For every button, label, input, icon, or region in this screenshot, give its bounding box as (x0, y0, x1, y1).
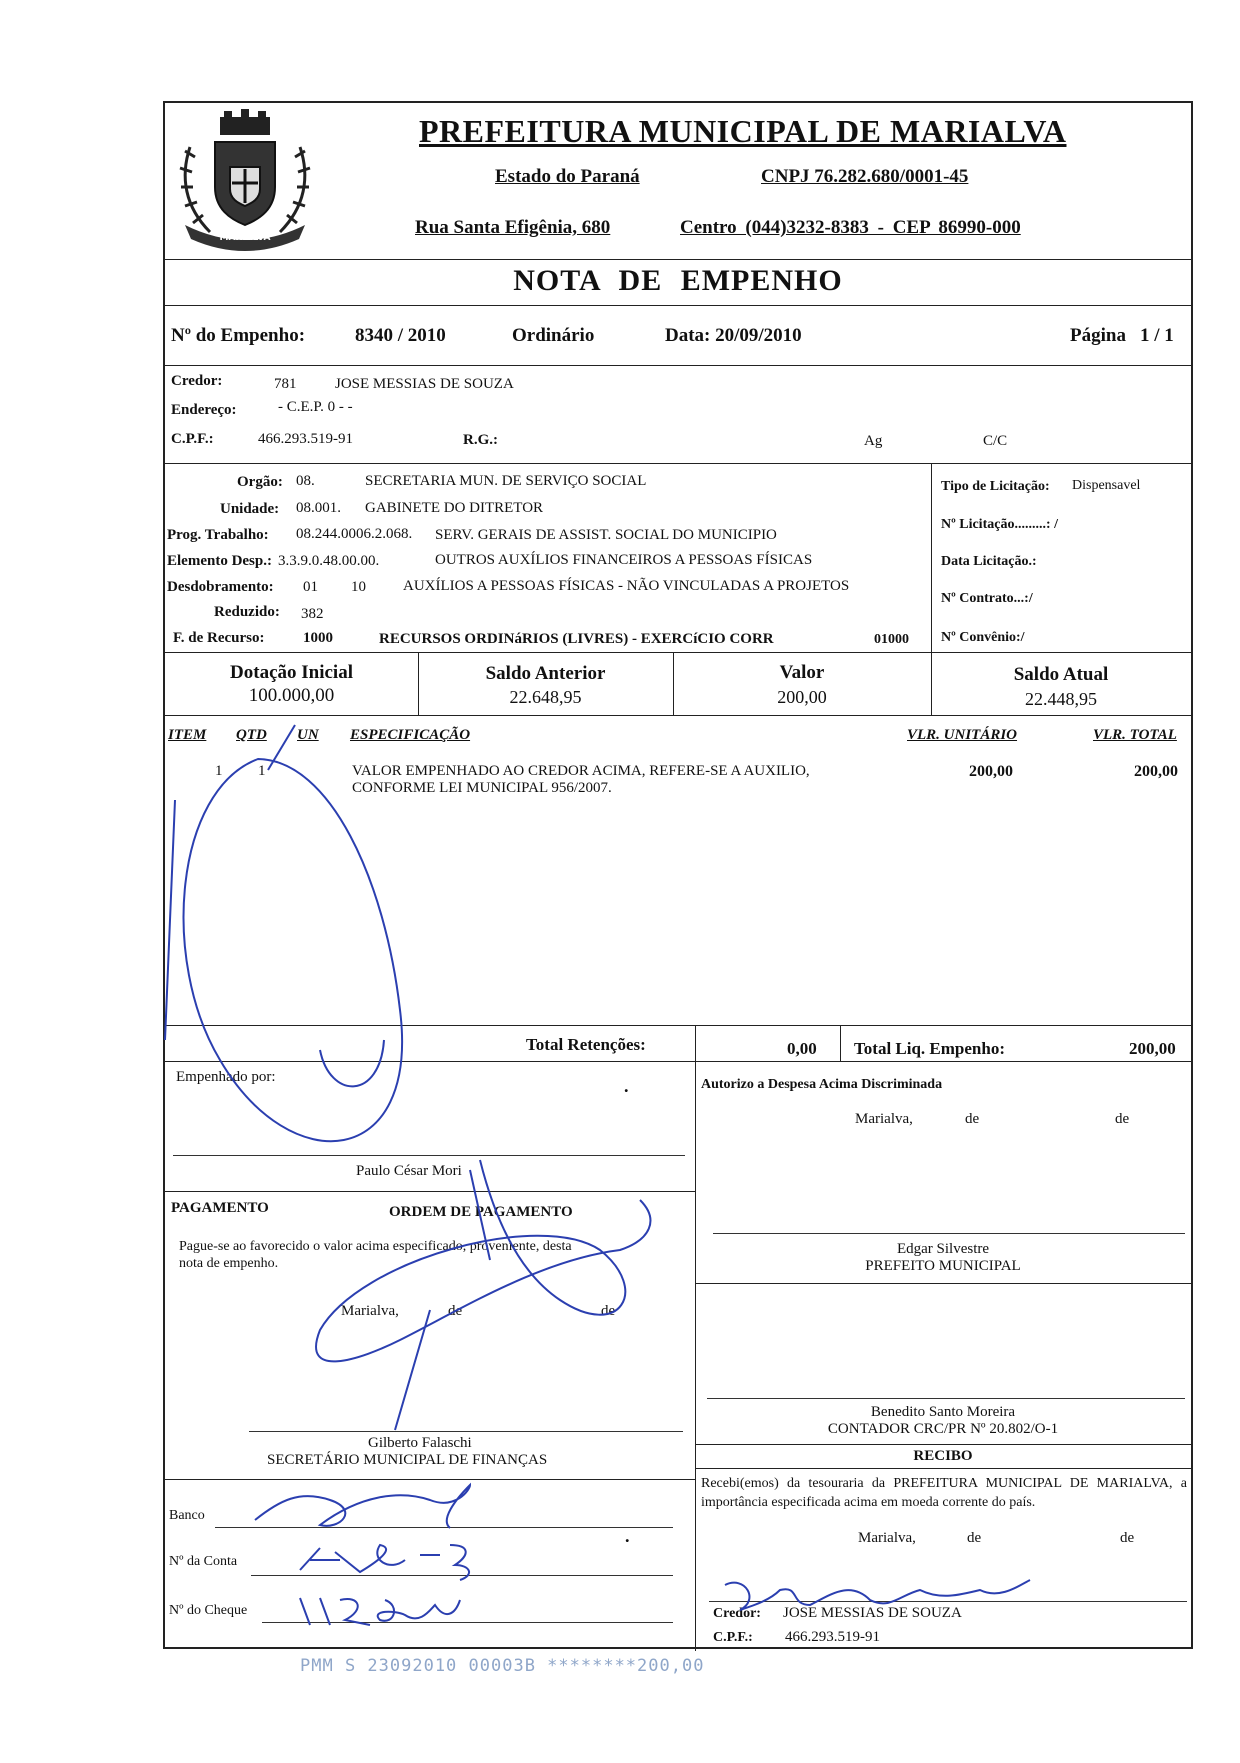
empenho-number-label: Nº do Empenho: (171, 325, 306, 346)
tipo-licitacao: Dispensavel (1072, 478, 1141, 493)
col-un: UN (297, 727, 319, 743)
ordem-de-1: de (448, 1303, 463, 1319)
recurso-label: F. de Recurso: (173, 630, 265, 646)
divider (165, 463, 1191, 464)
divider (695, 1283, 1191, 1284)
prog-name: SERV. GERAIS DE ASSIST. SOCIAL DO MUNICIPIO (435, 527, 777, 543)
divider (165, 1191, 695, 1192)
signature-line (707, 1398, 1185, 1399)
credor-label: Credor: (171, 373, 223, 389)
dot: . (625, 1526, 630, 1546)
empenho-type: Ordinário (512, 325, 595, 346)
valor-value: 200,00 (777, 687, 827, 707)
col-vlr-unitario: VLR. UNITÁRIO (907, 727, 1018, 743)
conta-field[interactable] (251, 1575, 673, 1576)
ordem-de-2: de (601, 1303, 616, 1319)
item-qtd: 1 (258, 763, 266, 779)
tipo-licitacao-label: Tipo de Licitação: (941, 479, 1050, 494)
cheque-label: Nº do Cheque (169, 1603, 248, 1618)
prog-code: 08.244.0006.2.068. (296, 526, 413, 542)
recurso-code2: 01000 (874, 632, 909, 647)
cc-label: C/C (983, 433, 1008, 449)
orgao-code: 08. (296, 473, 315, 489)
unidade-label: Unidade: (220, 501, 280, 517)
contador-name: Benedito Santo Moreira (870, 1404, 1016, 1420)
item-desc-line1: VALOR EMPENHADO AO CREDOR ACIMA, REFERE-SE A AUXILIO, (352, 763, 810, 779)
divider (695, 1468, 1191, 1469)
cheque-field[interactable] (262, 1622, 673, 1623)
saldo-anterior-label: Saldo Anterior (485, 663, 606, 684)
prefeito-name: Edgar Silvestre (896, 1241, 990, 1257)
col-qtd: QTD (236, 727, 267, 743)
banco-field[interactable] (215, 1527, 673, 1528)
page-number: 1 / 1 (1140, 325, 1174, 346)
state-name: Estado do Paraná (495, 166, 640, 187)
ordem-marialva: Marialva, (341, 1303, 399, 1319)
divider (840, 1025, 841, 1061)
divider (931, 463, 932, 652)
recibo-credor-name: JOSE MESSIAS DE SOUZA (783, 1605, 962, 1621)
liquido-label: Total Liq. Empenho: (854, 1039, 1005, 1058)
page-label: Página (1070, 325, 1126, 346)
liquido-value: 200,00 (1129, 1039, 1176, 1058)
dot: . (624, 1076, 629, 1096)
recurso-code: 1000 (303, 630, 333, 646)
signature-line (709, 1601, 1187, 1602)
recibo-de-2: de (1120, 1530, 1135, 1546)
desdobramento-b: 10 (351, 579, 366, 595)
saldo-atual-value: 22.448,95 (1025, 689, 1097, 709)
divider (165, 305, 1191, 306)
orgao-name: SECRETARIA MUN. DE SERVIÇO SOCIAL (365, 473, 647, 489)
recibo-cpf: 466.293.519-91 (785, 1629, 880, 1645)
reduzido-label: Reduzido: (214, 604, 280, 620)
valor-label: Valor (779, 662, 825, 683)
recibo-de-1: de (967, 1530, 982, 1546)
divider (165, 1479, 695, 1480)
rg-label: R.G.: (463, 432, 498, 448)
col-item: ITEM (168, 727, 207, 743)
desdobramento-name: AUXÍLIOS A PESSOAS FÍSICAS - NÃO VINCULADAS A PROJETOS (403, 578, 850, 594)
autorizo-de-2: de (1115, 1111, 1130, 1127)
retencoes-value: 0,00 (787, 1039, 817, 1058)
autorizo-marialva: Marialva, (855, 1111, 913, 1127)
secretario-name: Gilberto Falaschi (368, 1435, 472, 1451)
cpf-label: C.P.F.: (171, 431, 214, 447)
prefeito-role: PREFEITO MUNICIPAL (865, 1258, 1021, 1274)
dotacao-label: Dotação Inicial (230, 662, 353, 683)
item-number: 1 (215, 763, 223, 779)
signature-line (713, 1233, 1185, 1234)
numero-convenio: Nº Convênio:/ (941, 630, 1025, 645)
document-title: NOTA DE EMPENHO (513, 264, 843, 297)
divider (165, 652, 1191, 653)
recibo-text: Recebi(emos) da tesouraria da PREFEITURA MUNICIPAL DE MARIALVA, a importância especificada acima em moeda corrente do país. (701, 1476, 1187, 1510)
coat-of-arms-logo (170, 107, 320, 257)
divider (695, 1061, 696, 1651)
col-vlr-total: VLR. TOTAL (1093, 727, 1177, 743)
elemento-code: 3.3.9.0.48.00.00. (278, 553, 380, 569)
machine-stamp: PMM S 23092010 00003B ********200,00 (300, 1656, 705, 1676)
svg-text:MARIALVA: MARIALVA (219, 233, 271, 243)
banco-label: Banco (169, 1508, 205, 1523)
numero-licitacao: Nº Licitação.........: / (941, 517, 1058, 532)
empenhado-por-name: Paulo César Mori (356, 1163, 462, 1179)
recurso-name: RECURSOS ORDINáRIOS (LIVRES) - EXERCíCIO CORR (379, 631, 774, 647)
endereco-label: Endereço: (171, 402, 237, 418)
elemento-label: Elemento Desp.: (167, 553, 272, 569)
orgao-label: Orgão: (237, 474, 283, 490)
divider (165, 259, 1191, 260)
address-rest: Centro (044)3232-8383 - CEP 86990-000 (680, 217, 1021, 238)
numero-contrato: Nº Contrato...:/ (941, 591, 1033, 606)
divider (695, 1025, 696, 1061)
municipality-title: PREFEITURA MUNICIPAL DE MARIALVA (419, 113, 1067, 149)
elemento-name: OUTROS AUXÍLIOS FINANCEIROS A PESSOAS FÍSICAS (435, 552, 813, 568)
recibo-title: RECIBO (913, 1448, 973, 1464)
signature-line (173, 1155, 685, 1156)
recibo-cpf-label: C.P.F.: (713, 1630, 753, 1645)
saldo-anterior-value: 22.648,95 (509, 687, 582, 707)
cpf: 466.293.519-91 (258, 431, 353, 447)
desdobramento-label: Desdobramento: (167, 579, 274, 595)
retencoes-label: Total Retenções: (526, 1035, 646, 1054)
ordem-pagamento-label: ORDEM DE PAGAMENTO (389, 1204, 573, 1220)
autorizo-label: Autorizo a Despesa Acima Discriminada (701, 1077, 943, 1092)
recibo-credor-label: Credor: (713, 1606, 761, 1621)
divider (165, 1025, 1191, 1026)
cnpj: CNPJ 76.282.680/0001-45 (761, 166, 969, 187)
endereco: - C.E.P. 0 - - (278, 399, 353, 415)
nota-de-empenho-form (163, 101, 1193, 1649)
item-vlr-unitario: 200,00 (969, 763, 1013, 780)
recibo-marialva: Marialva, (858, 1530, 916, 1546)
divider (165, 1061, 1191, 1062)
unidade-name: GABINETE DO DITRETOR (365, 500, 544, 516)
credor-code: 781 (274, 376, 297, 392)
contador-role: CONTADOR CRC/PR Nº 20.802/O-1 (827, 1421, 1059, 1437)
divider (165, 715, 1191, 716)
address-street: Rua Santa Efigênia, 680 (415, 217, 611, 238)
ordem-text-2: nota de empenho. (179, 1256, 279, 1271)
ag-label: Ag (864, 433, 883, 449)
prog-label: Prog. Trabalho: (167, 527, 269, 543)
conta-label: Nº da Conta (169, 1554, 238, 1569)
item-desc-line2: CONFORME LEI MUNICIPAL 956/2007. (352, 780, 612, 796)
divider (165, 365, 1191, 366)
data-licitacao: Data Licitação.: (941, 554, 1037, 569)
desdobramento-a: 01 (303, 579, 318, 595)
empenho-date: Data: 20/09/2010 (665, 325, 802, 346)
secretario-role: SECRETÁRIO MUNICIPAL DE FINANÇAS (267, 1452, 548, 1468)
reduzido: 382 (301, 606, 324, 622)
ordem-text-1: Pague-se ao favorecido o valor acima especificado, proveniente, desta (179, 1239, 572, 1254)
credor-name: JOSE MESSIAS DE SOUZA (335, 376, 514, 392)
col-especificacao: ESPECIFICAÇÃO (350, 727, 471, 743)
item-vlr-total: 200,00 (1134, 763, 1178, 780)
pagamento-label: PAGAMENTO (171, 1200, 269, 1216)
autorizo-de-1: de (965, 1111, 980, 1127)
divider (695, 1444, 1191, 1445)
unidade-code: 08.001. (296, 500, 341, 516)
empenhado-por-label: Empenhado por: (176, 1069, 276, 1085)
saldo-atual-label: Saldo Atual (1013, 664, 1109, 685)
signature-line (249, 1431, 683, 1432)
dotacao-value: 100.000,00 (248, 685, 335, 706)
empenho-number: 8340 / 2010 (355, 325, 446, 346)
